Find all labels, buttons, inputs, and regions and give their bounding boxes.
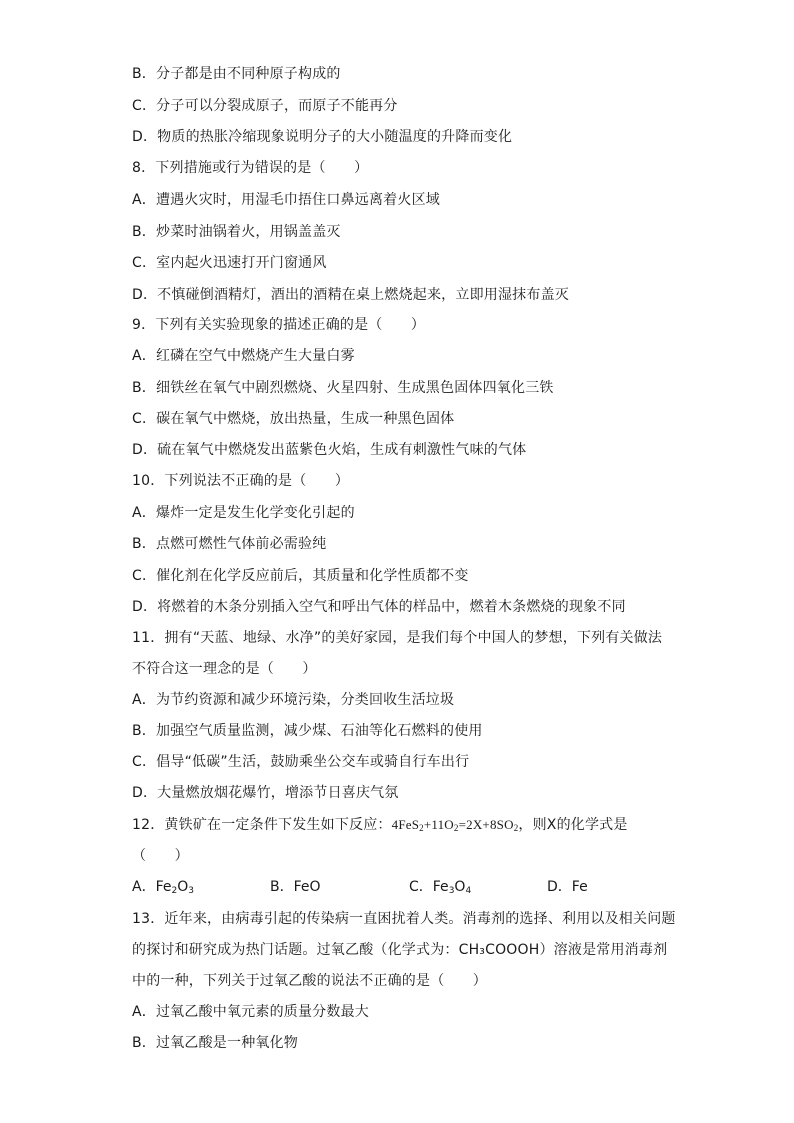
q12-paren: （ ） bbox=[132, 848, 189, 864]
option-b-q8: B．炒菜时油锅着火，用锅盖盖灭 bbox=[132, 224, 341, 240]
q12-text-before: 12．黄铁矿在一定条件下发生如下反应： bbox=[132, 817, 392, 833]
option-d-q12: D．Fe bbox=[547, 879, 588, 895]
question-9: 9．下列有关实验现象的描述正确的是（ ） bbox=[132, 317, 426, 333]
question-13-line2: 的探讨和研究成为热门话题。过氧乙酸（化学式为：CH₃COOOH）溶液是常用消毒剂 bbox=[132, 942, 668, 958]
option-b-q12: B．FeO bbox=[270, 879, 321, 895]
option-c-q8: C．室内起火迅速打开门窗通风 bbox=[132, 255, 327, 271]
option-b-q10: B．点燃可燃性气体前必需验纯 bbox=[132, 536, 327, 552]
question-13-line3: 中的一种，下列关于过氧乙酸的说法不正确的是（ ） bbox=[132, 973, 487, 989]
option-a-q12: A．$Fe_2O_3$ bbox=[132, 879, 194, 896]
question-11-line1: 11．拥有“天蓝、地绿、水净”的美好家园，是我们每个中国人的梦想，下列有关做法 bbox=[132, 630, 663, 646]
option-d-q7: D．物质的热胀冷缩现象说明分子的大小随温度的升降而变化 bbox=[132, 129, 513, 145]
option-a-q9: A．红磷在空气中燃烧产生大量白雾 bbox=[132, 348, 355, 364]
option-d-q10: D．将燃着的木条分别插入空气和呼出气体的样品中，燃着木条燃烧的现象不同 bbox=[132, 599, 626, 615]
option-c-q9: C．碳在氧气中燃烧，放出热量，生成一种黑色固体 bbox=[132, 411, 455, 427]
question-13-line1: 13．近年来，由病毒引起的传染病一直困扰着人类。消毒剂的选择、利用以及相关问题 bbox=[132, 911, 676, 927]
question-10: 10．下列说法不正确的是（ ） bbox=[132, 473, 350, 489]
option-b-q11: B．加强空气质量监测，减少煤、石油等化石燃料的使用 bbox=[132, 723, 483, 739]
option-c-q10: C．催化剂在化学反应前后，其质量和化学性质都不变 bbox=[132, 568, 469, 584]
option-a-q13: A．过氧乙酸中氧元素的质量分数最大 bbox=[132, 1004, 369, 1020]
option-c-q12: C．$Fe_3O_4$ bbox=[409, 879, 472, 896]
option-d-q8: D．不慎碰倒酒精灯，酒出的酒精在桌上燃烧起来，立即用湿抹布盖灭 bbox=[132, 287, 569, 303]
q12-text-after: ，则X的化学式是 bbox=[518, 817, 628, 833]
option-a-q11: A．为节约资源和减少环境污染，分类回收生活垃圾 bbox=[132, 692, 455, 708]
option-b-q7: B．分子都是由不同种原子构成的 bbox=[132, 66, 341, 82]
question-11-line2: 不符合这一理念的是（ ） bbox=[132, 661, 317, 677]
option-b-q13: B．过氧乙酸是一种氧化物 bbox=[132, 1035, 299, 1051]
option-c-q7: C．分子可以分裂成原子，而原子不能再分 bbox=[132, 98, 398, 114]
option-b-q9: B．细铁丝在氧气中剧烈燃烧、火星四射、生成黑色固体四氧化三铁 bbox=[132, 380, 554, 396]
q12-equation: $4FeS_2+11O_2=2X+8SO_2$ bbox=[391, 817, 519, 833]
option-c-q11: C．倡导“低碳”生活，鼓励乘坐公交车或骑自行车出行 bbox=[132, 754, 470, 770]
option-a-q10: A．爆炸一定是发生化学变化引起的 bbox=[132, 505, 355, 521]
option-d-q9: D．硫在氧气中燃烧发出蓝紫色火焰，生成有刺激性气味的气体 bbox=[132, 442, 527, 458]
option-a-q8: A．遭遇火灾时，用湿毛巾捂住口鼻远离着火区域 bbox=[132, 192, 440, 208]
question-12-line1 bbox=[132, 815, 732, 838]
option-d-q11: D．大量燃放烟花爆竹，增添节日喜庆气氛 bbox=[132, 785, 399, 801]
question-8: 8．下列措施或行为错误的是（ ） bbox=[132, 160, 369, 176]
